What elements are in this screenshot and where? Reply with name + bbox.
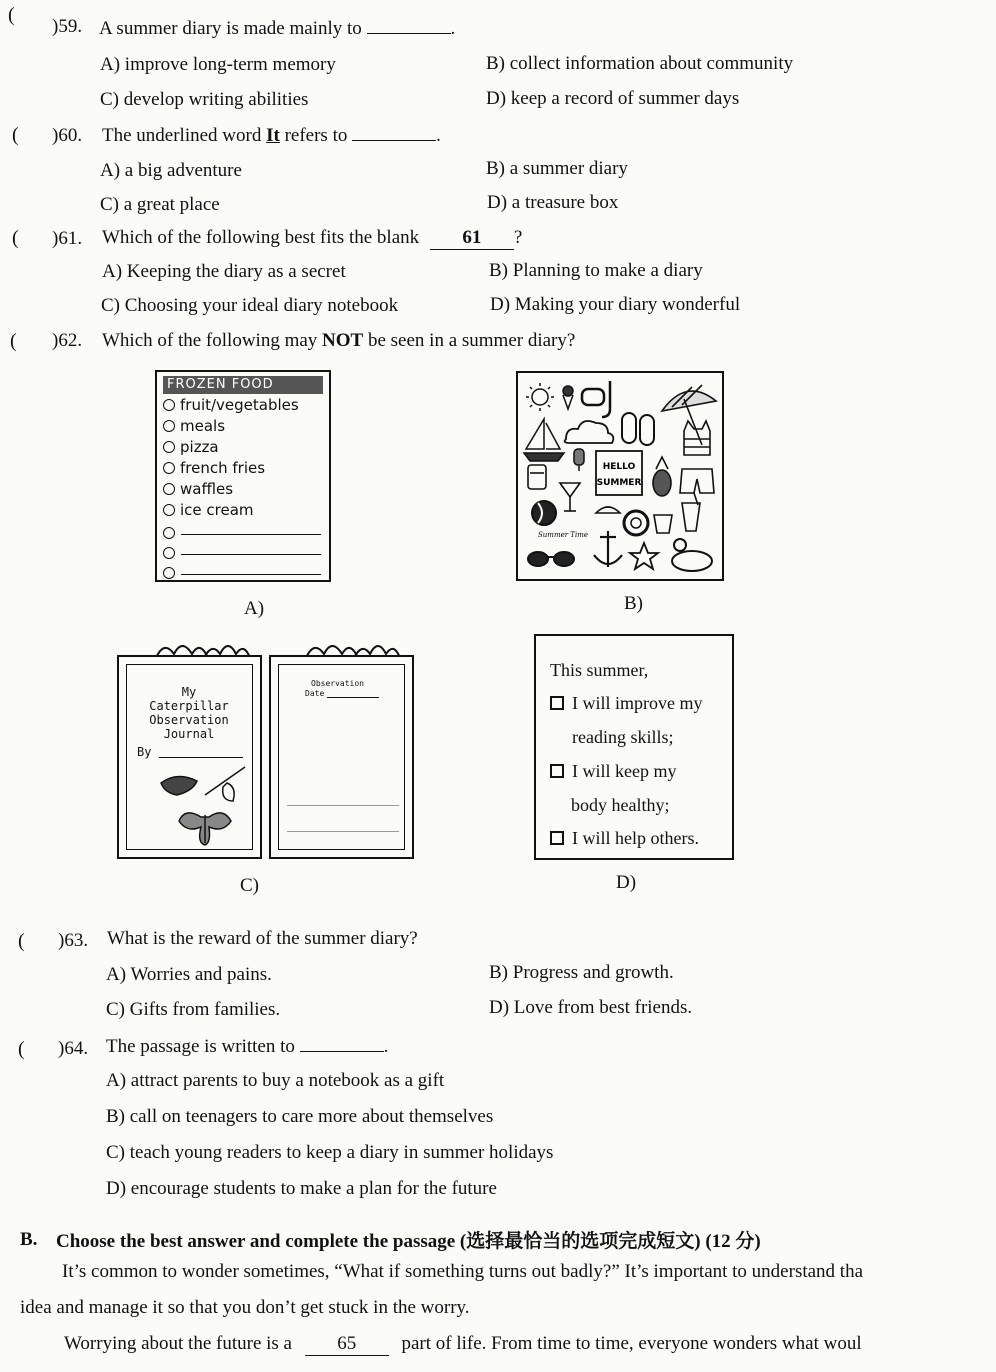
section-label: B. bbox=[20, 1229, 38, 1250]
checklist-header: FROZEN FOOD bbox=[163, 376, 323, 394]
journal-by: By bbox=[137, 745, 152, 759]
stem-end: . bbox=[436, 125, 441, 146]
date-label: Date bbox=[305, 689, 325, 698]
sign-summer: SUMMER bbox=[596, 478, 642, 488]
caterpillar-butterfly-icon bbox=[157, 761, 253, 851]
passage-line: idea and manage it so that you don’t get stuck in the worry. bbox=[20, 1297, 470, 1318]
answer-blank bbox=[300, 1051, 384, 1052]
circle-icon bbox=[163, 420, 175, 432]
image-caption-a: A) bbox=[244, 598, 265, 619]
summer-sticker-sheet bbox=[516, 371, 724, 581]
beach-ball-icon bbox=[532, 501, 556, 525]
write-line bbox=[181, 554, 321, 555]
checklist-item bbox=[163, 396, 299, 414]
item-label: meals bbox=[180, 417, 226, 435]
question-stem: What is the reward of the summer diary? bbox=[107, 928, 418, 949]
question-number: )60. bbox=[52, 125, 83, 146]
plan-item-text: I will help others. bbox=[572, 828, 699, 848]
circle-icon bbox=[163, 441, 175, 453]
option-d: D) encourage students to make a plan for the future bbox=[106, 1178, 497, 1199]
checklist-item bbox=[163, 459, 265, 477]
date-line bbox=[327, 697, 379, 698]
option-b: B) call on teenagers to care more about themselves bbox=[106, 1106, 494, 1127]
journal-title-line: My Caterpillar bbox=[149, 685, 229, 713]
item-label: pizza bbox=[180, 438, 219, 456]
write-line bbox=[287, 831, 399, 832]
checklist-item bbox=[163, 438, 219, 456]
passage-text: Worrying about the future is a bbox=[64, 1333, 292, 1354]
checklist-item bbox=[163, 501, 254, 519]
checkbox-icon bbox=[550, 696, 564, 710]
stem-end: ? bbox=[513, 227, 523, 248]
circle-icon bbox=[163, 462, 175, 474]
image-caption-c: C) bbox=[240, 875, 259, 896]
answer-blank bbox=[367, 33, 451, 34]
plan-item-cont: body healthy; bbox=[571, 795, 670, 815]
option-c: C) Choosing your ideal diary notebook bbox=[101, 295, 399, 316]
checklist-empty bbox=[163, 524, 180, 542]
checklist-item bbox=[163, 480, 233, 498]
checkbox-icon bbox=[550, 831, 564, 845]
circle-icon bbox=[163, 567, 175, 579]
question-stem bbox=[106, 1036, 388, 1058]
option-d: D) Love from best friends. bbox=[489, 997, 693, 1018]
hello-summer-sign bbox=[596, 451, 642, 495]
question-stem bbox=[102, 125, 441, 147]
summer-time-script: Summer Time bbox=[538, 531, 588, 539]
stem-text: The passage is written to bbox=[106, 1036, 295, 1057]
observation-label: Observation bbox=[311, 679, 364, 688]
sign-hello: HELLO bbox=[602, 462, 636, 472]
stem-text: refers to bbox=[284, 125, 348, 146]
plan-item-text: I will keep my bbox=[572, 761, 677, 781]
passage-text: part of life. From time to time, everyone wonders what woul bbox=[401, 1333, 862, 1354]
passage-line bbox=[64, 1333, 862, 1356]
journal-title-line: Observation bbox=[149, 713, 229, 727]
passage-line: It’s common to wonder sometimes, “What if something turns out badly?” It’s important to understand tha bbox=[62, 1261, 864, 1282]
option-d: D) Making your diary wonderful bbox=[490, 294, 741, 315]
option-c: C) teach young readers to keep a diary in summer holidays bbox=[106, 1142, 554, 1163]
option-d: D) a treasure box bbox=[487, 192, 619, 213]
stem-text: Which of the following best fits the blank bbox=[102, 227, 420, 248]
item-label: french fries bbox=[180, 459, 266, 477]
checklist-item bbox=[163, 417, 225, 435]
stem-text: The underlined word bbox=[102, 125, 262, 146]
summer-plan-card bbox=[534, 634, 734, 860]
question-number: )59. bbox=[52, 16, 83, 37]
plan-item-cont: reading skills; bbox=[572, 727, 674, 747]
emphasis-not: NOT bbox=[322, 330, 364, 351]
journal-title-line: Journal bbox=[163, 727, 215, 741]
checkbox-icon bbox=[550, 764, 564, 778]
option-a: A) a big adventure bbox=[100, 160, 242, 181]
write-line bbox=[287, 805, 399, 806]
question-number: )63. bbox=[58, 930, 89, 951]
item-label: waffles bbox=[180, 480, 234, 498]
journal-page bbox=[269, 655, 414, 859]
write-line bbox=[181, 534, 321, 535]
plan-item bbox=[550, 693, 702, 714]
question-stem bbox=[99, 18, 455, 40]
stem-text: A summer diary is made mainly to bbox=[99, 18, 362, 39]
stem-text: be seen in a summer diary? bbox=[367, 330, 576, 351]
stem-text: Which of the following may bbox=[102, 330, 318, 351]
option-b: B) a summer diary bbox=[486, 158, 628, 179]
question-number: )64. bbox=[58, 1038, 89, 1059]
section-title: Choose the best answer and complete the passage (选择最恰当的选项完成短文) (12 分) bbox=[56, 1231, 761, 1252]
answer-paren: ( bbox=[8, 4, 15, 26]
answer-paren: ( bbox=[18, 930, 25, 952]
option-a: A) Worries and pains. bbox=[106, 964, 272, 985]
journal-cover bbox=[117, 655, 262, 859]
numbered-blank: 61 bbox=[430, 227, 514, 250]
underlined-word: It bbox=[266, 125, 280, 146]
image-caption-b: B) bbox=[624, 593, 643, 614]
stem-end: . bbox=[383, 1036, 389, 1057]
option-a: A) Keeping the diary as a secret bbox=[102, 261, 346, 282]
circle-icon bbox=[163, 399, 175, 411]
item-label: fruit/vegetables bbox=[180, 396, 299, 414]
item-label: ice cream bbox=[180, 501, 254, 519]
plan-intro: This summer, bbox=[550, 660, 649, 680]
question-number: )61. bbox=[52, 228, 83, 249]
answer-paren: ( bbox=[10, 330, 17, 352]
write-line bbox=[181, 574, 321, 575]
checklist-empty bbox=[163, 544, 180, 562]
answer-paren: ( bbox=[12, 227, 19, 249]
stem-end: . bbox=[450, 18, 456, 39]
option-d: D) keep a record of summer days bbox=[486, 88, 740, 109]
plan-item bbox=[550, 828, 699, 849]
question-stem bbox=[102, 227, 522, 250]
by-line bbox=[159, 757, 243, 758]
option-b: B) Progress and growth. bbox=[489, 962, 674, 983]
option-a: A) improve long-term memory bbox=[100, 54, 336, 75]
frozen-food-checklist bbox=[155, 370, 331, 582]
checklist-empty bbox=[163, 564, 180, 582]
plan-item-text: I will improve my bbox=[572, 693, 703, 713]
option-c: C) develop writing abilities bbox=[100, 89, 309, 110]
answer-paren: ( bbox=[12, 124, 19, 146]
option-b: B) Planning to make a diary bbox=[489, 260, 703, 281]
option-c: C) a great place bbox=[100, 194, 220, 215]
numbered-blank: 65 bbox=[305, 1333, 389, 1356]
question-number: )62. bbox=[52, 330, 83, 351]
image-caption-d: D) bbox=[616, 872, 637, 893]
plan-item bbox=[550, 761, 676, 782]
circle-icon bbox=[163, 547, 175, 559]
circle-icon bbox=[163, 527, 175, 539]
journal-title bbox=[143, 685, 235, 741]
option-b: B) collect information about community bbox=[486, 53, 794, 74]
question-stem bbox=[102, 330, 575, 352]
circle-icon bbox=[163, 483, 175, 495]
answer-paren: ( bbox=[18, 1038, 25, 1060]
answer-blank bbox=[352, 140, 436, 141]
option-c: C) Gifts from families. bbox=[106, 999, 281, 1020]
option-a: A) attract parents to buy a notebook as a gift bbox=[106, 1070, 445, 1091]
circle-icon bbox=[163, 504, 175, 516]
